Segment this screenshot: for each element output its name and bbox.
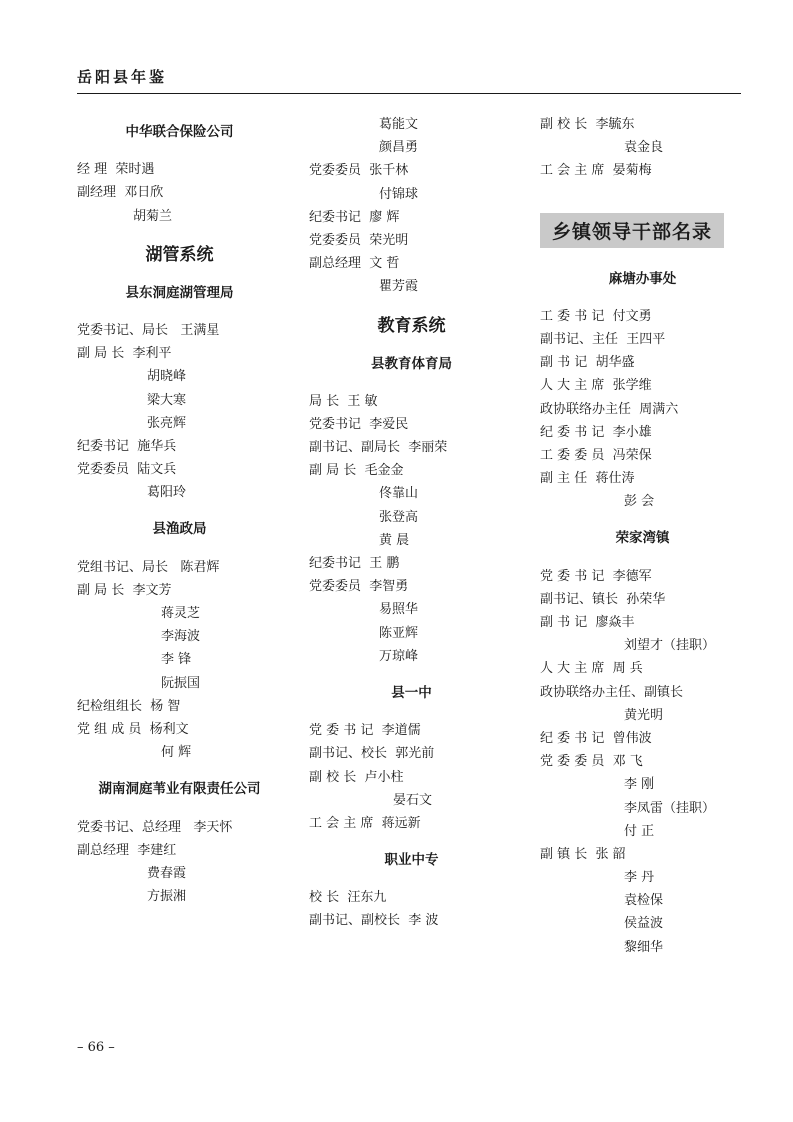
staff-name: 付文勇 [612,308,652,324]
staff-name: 张千林 [369,163,409,179]
staff-row [309,275,514,298]
staff-name: 王 鹏 [369,556,400,571]
staff-row [540,611,745,634]
staff-row [540,704,745,727]
staff-name: 邓 飞 [612,754,643,770]
staff-row [309,742,514,765]
staff-row [540,843,745,866]
staff-row [77,816,282,839]
staff-row [309,459,514,482]
staff-row [309,436,514,459]
left-column [77,113,282,908]
staff-row [77,412,282,435]
staff-row [309,886,514,909]
org-heading: 县东洞庭湖管理局 [125,284,234,301]
staff-row [540,820,745,843]
staff-row [309,909,514,932]
role-label: 党 委 书 记 [309,723,374,739]
staff-row [77,435,282,458]
role-label: 副书记、校长 [309,746,388,762]
staff-name: 周 兵 [612,661,643,677]
role-label: 纪检组组长 [77,698,143,714]
staff-row [540,634,745,657]
staff-row [540,374,745,397]
role-label: 党 组 成 员 [77,721,142,737]
staff-row [77,556,282,579]
staff-row [309,622,514,645]
role-label: 副书记、镇长 [540,591,619,607]
staff-name: 黄光明 [624,707,664,723]
staff-row [77,481,282,504]
role-label: 工 会 主 席 [309,815,374,831]
staff-row [309,766,514,789]
staff-row [540,398,745,421]
staff-name: 晏石文 [393,792,433,808]
staff-row [309,183,514,206]
staff-name: 刘望才（挂职） [624,638,716,654]
role-label: 工 会 主 席 [540,163,605,179]
staff-row [309,229,514,252]
staff-name: 方振湘 [147,889,187,905]
staff-name: 陆文兵 [137,462,177,478]
role-label: 人 大 主 席 [540,378,605,394]
role-label: 副书记、副校长 [309,913,401,929]
role-label: 经 理 [77,162,108,178]
staff-name: 阮振国 [161,675,201,691]
staff-row [540,351,745,374]
staff-name: 李海波 [161,629,201,645]
staff-row [77,579,282,602]
staff-name: 卢小柱 [364,769,404,785]
staff-row [77,342,282,365]
staff-row [77,648,282,671]
staff-name: 张登高 [379,509,419,525]
org-heading: 县渔政局 [152,521,207,538]
staff-row [77,181,282,204]
staff-name: 廖焱丰 [595,615,635,630]
role-label: 党 委 书 记 [540,568,605,584]
staff-row [77,718,282,741]
staff-name: 毛金金 [364,463,404,479]
org-heading: 县一中 [391,684,432,701]
staff-row [77,205,282,228]
role-label: 党委书记 [309,416,362,432]
staff-name: 袁金良 [624,140,664,156]
role-label: 党组书记、局长 [77,559,169,575]
staff-row [540,866,745,889]
role-label: 副 局 长 [309,463,357,479]
staff-name: 李 锋 [161,652,192,668]
staff-name: 李爱民 [369,416,409,432]
staff-row [309,113,514,136]
staff-name: 张学维 [612,378,652,394]
role-label: 副 主 任 [540,471,588,487]
staff-row [77,839,282,862]
staff-name: 李 波 [408,913,439,929]
role-label: 党委委员 [309,232,362,248]
staff-name: 胡华盛 [595,355,635,371]
header-rule [77,93,741,94]
staff-row [540,773,745,796]
staff-row [540,936,745,959]
staff-name: 易照华 [379,602,419,618]
staff-name: 蒋远新 [381,815,421,831]
staff-name: 费春霞 [147,865,187,881]
role-label: 副书记、副局长 [309,440,401,456]
staff-name: 荣光明 [369,232,409,248]
staff-name: 施华兵 [137,438,177,454]
staff-row [540,136,745,159]
staff-name: 蒋灵芝 [161,606,201,621]
staff-row [77,625,282,648]
role-label: 党委委员 [309,579,362,595]
staff-name: 李德军 [612,568,652,584]
staff-row [77,602,282,625]
staff-name: 梁大寒 [147,392,187,408]
staff-row [309,719,514,742]
staff-name: 李毓东 [595,117,635,132]
staff-name: 颜昌勇 [379,140,419,156]
staff-row [77,672,282,695]
staff-name: 杨 智 [150,698,181,714]
staff-row [77,458,282,481]
staff-row [540,159,745,182]
staff-row [540,750,745,773]
role-label: 党委书记、局长 [77,322,169,338]
staff-name: 荣时遇 [115,162,155,178]
staff-row [309,575,514,598]
staff-row [540,305,745,328]
org-heading: 职业中专 [384,852,439,869]
staff-name: 侯益波 [624,916,664,932]
middle-column [309,113,514,933]
staff-name: 曾伟波 [612,730,652,746]
staff-row [540,727,745,750]
role-label: 副 书 记 [540,355,588,371]
staff-name: 葛能文 [379,117,419,132]
staff-name: 李利平 [132,346,172,362]
staff-row [540,912,745,935]
role-label: 局 长 [309,393,340,409]
staff-name: 万琼峰 [379,648,419,664]
staff-name: 陈亚辉 [379,625,419,641]
staff-name: 王四平 [626,331,666,347]
staff-row [77,862,282,885]
staff-row [309,482,514,505]
role-label: 工 委 书 记 [540,308,605,324]
staff-name: 付锦球 [379,186,419,202]
staff-row [309,252,514,275]
org-heading: 湖南洞庭苇业有限责任公司 [98,781,261,798]
staff-name: 廖 辉 [369,209,400,225]
staff-name: 郭光前 [395,746,435,762]
staff-row [540,797,745,820]
staff-name: 陈君辉 [180,559,220,575]
role-label: 人 大 主 席 [540,661,605,677]
staff-row [309,506,514,529]
right-column [540,113,745,959]
role-label: 纪委书记 [309,209,362,225]
role-label: 校 长 [309,890,340,906]
staff-row [540,889,745,912]
role-label: 党 委 委 员 [540,754,605,770]
role-label: 副 校 长 [540,117,588,132]
staff-name: 付 正 [624,823,655,839]
staff-name: 李天怀 [193,819,233,835]
staff-name: 汪东九 [347,890,387,906]
staff-name: 邓日欣 [124,185,164,201]
staff-row [309,552,514,575]
staff-row [540,467,745,490]
page-number: – 66 – [77,1040,115,1055]
staff-name: 张 韶 [595,846,626,862]
staff-name: 袁检保 [624,893,664,909]
staff-name: 李建红 [137,842,177,858]
staff-row [540,113,745,136]
staff-name: 李文芳 [132,582,172,598]
role-label: 党委委员 [309,163,362,179]
staff-name: 王满星 [180,322,220,338]
staff-row [540,421,745,444]
role-label: 党委委员 [77,462,130,478]
staff-name: 杨利文 [149,721,189,737]
staff-name: 葛阳玲 [147,485,187,501]
staff-row [540,588,745,611]
staff-row [309,159,514,182]
role-label: 政协联络办主任、副镇长 [540,684,684,700]
staff-name: 黎细华 [624,939,664,955]
staff-name: 蒋仕涛 [595,471,635,487]
role-label: 工 委 委 员 [540,447,605,463]
staff-name: 王 敏 [347,393,378,409]
staff-row [77,158,282,181]
staff-row [540,565,745,588]
role-label: 副 局 长 [77,582,125,598]
role-label: 副经理 [77,185,117,201]
staff-row [77,319,282,342]
staff-row [309,136,514,159]
staff-row [77,885,282,908]
role-label: 副 校 长 [309,769,357,785]
role-label: 副 书 记 [540,615,588,630]
role-label: 副 局 长 [77,346,125,362]
staff-name: 周满六 [639,401,679,417]
staff-name: 黄 晨 [379,532,410,548]
staff-name: 张亮辉 [147,415,187,431]
staff-name: 李道儒 [381,723,421,739]
staff-name: 佟靠山 [379,486,419,502]
staff-row [309,645,514,668]
role-label: 纪 委 书 记 [540,730,605,746]
role-label: 政协联络办主任 [540,401,632,417]
staff-name: 冯荣保 [612,447,652,463]
staff-row [309,413,514,436]
staff-row [309,789,514,812]
staff-name: 李凤雷（挂职） [624,800,716,816]
role-label: 副总经理 [77,842,130,858]
staff-row [77,389,282,412]
staff-row [309,206,514,229]
staff-row [309,598,514,621]
staff-name: 胡晓峰 [147,369,187,385]
staff-name: 李 丹 [624,870,655,886]
system-heading: 湖管系统 [145,244,214,265]
yearbook-header-title: 岳阳县年鉴 [77,68,168,86]
staff-row [540,681,745,704]
staff-name: 李小雄 [612,424,652,440]
role-label: 纪委书记 [309,556,362,571]
staff-row [540,490,745,513]
staff-name: 何 辉 [161,745,192,761]
staff-name: 李智勇 [369,579,409,595]
staff-row [77,695,282,718]
staff-name: 晏菊梅 [612,163,652,179]
org-heading: 中华联合保险公司 [125,124,234,140]
staff-name: 李 刚 [624,777,655,793]
staff-name: 文 哲 [369,256,400,272]
role-label: 纪委书记 [77,438,130,454]
role-label: 副书记、主任 [540,331,619,347]
staff-row [540,328,745,351]
staff-row [309,529,514,552]
staff-name: 孙荣华 [626,591,666,607]
role-label: 党委书记、总经理 [77,819,182,835]
org-heading: 荣家湾镇 [615,530,670,547]
role-label: 副 镇 长 [540,846,588,862]
staff-name: 彭 会 [624,494,655,510]
staff-name: 瞿芳霞 [379,279,419,295]
role-label: 纪 委 书 记 [540,424,605,440]
org-heading: 麻塘办事处 [608,270,677,287]
staff-row [540,657,745,680]
staff-name: 李丽荣 [408,440,448,456]
staff-row [77,365,282,388]
staff-row [540,444,745,467]
township-section-banner: 乡镇领导干部名录 [540,213,724,248]
role-label: 副总经理 [309,256,362,272]
system-heading: 教育系统 [377,315,446,336]
staff-name: 胡菊兰 [133,208,173,224]
org-heading: 县教育体育局 [371,355,452,372]
staff-row [77,741,282,764]
staff-row [309,390,514,413]
staff-row [309,812,514,835]
